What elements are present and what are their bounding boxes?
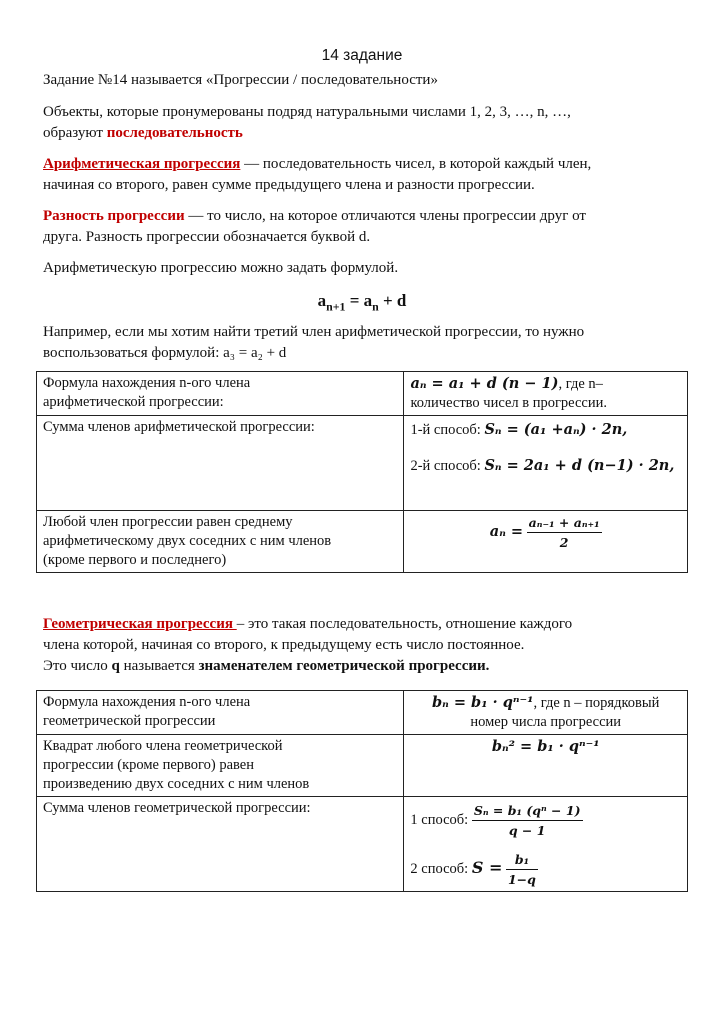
objects-line-2: образуют последовательность xyxy=(43,125,243,141)
table-row: Формула нахождения n-ого члена геометрической прогрессии bₙ = b₁ · qⁿ⁻¹, где n – порядковый номер числа прогрессии xyxy=(37,691,688,735)
table-row: Сумма членов арифметической прогрессии: 1-й способ: Sₙ = (a₁ +aₙ) · 2n, 2-й способ: Sₙ = 2a₁ + d (n−1) · 2n, xyxy=(37,416,688,511)
term-difference: Разность прогрессии xyxy=(43,208,185,224)
geom-nth-term-formula: bₙ = b₁ · qⁿ⁻¹ xyxy=(432,694,534,711)
arith-table xyxy=(36,371,688,573)
geom-square-formula: bₙ² = b₁ · qⁿ⁻¹ xyxy=(491,738,600,755)
sum-formula-2: Sₙ = 2a₁ + d (n−1) · 2n, xyxy=(484,457,675,474)
mean-formula-lhs: aₙ = xyxy=(489,522,524,540)
formula-intro: Арифметическую прогрессию можно задать формулой. xyxy=(43,260,399,276)
nth-term-formula: aₙ = a₁ + d (n − 1) xyxy=(410,375,559,392)
objects-line-1: Объекты, которые пронумерованы подряд натуральными числами 1, 2, 3, …, n, …, xyxy=(43,104,571,120)
table-row: Любой член прогрессии равен среднему арифметическому двух соседних с ним членов (кроме первого и последнего) aₙ = $\frac{\text{aₙ₋₁ + aₙ₊₁}}{2}$ xyxy=(37,511,688,573)
table-row: Квадрат любого члена геометрической прогрессии (кроме первого) равен произведению двух соседних с ним членов bₙ² = b₁ · qⁿ⁻¹ xyxy=(37,735,688,797)
table-row: Формула нахождения n-ого члена арифметической прогрессии: aₙ = a₁ + d (n − 1), где n– количество чисел в прогрессии. xyxy=(37,372,688,416)
page-title: 14 задание xyxy=(321,47,403,64)
geom-sum-formula-2: $\frac{\text{b₁}}{1-q}$ xyxy=(507,852,536,887)
geom-sum-formula-1: $\frac{\text{Sₙ = b₁ (qⁿ − 1)}}{q - 1}$ xyxy=(473,803,581,838)
term-arithmetic-progression: Арифметическая прогрессия xyxy=(43,156,241,172)
main-formula: $a_{n+1} = a_n + d$ xyxy=(317,291,407,314)
difference-definition: Разность прогрессии — то число, на которое отличаются члены прогрессии друг от друга. Разность прогрессии обозначается буквой d. xyxy=(43,208,586,245)
geom-table xyxy=(36,690,688,892)
term-sequence: последовательность xyxy=(106,125,243,141)
mean-formula-fraction: $\frac{\text{aₙ₋₁ + aₙ₊₁}}{2}$ xyxy=(528,515,600,550)
objects-paragraph xyxy=(43,102,683,144)
term-ratio: знаменателем геометрической прогрессии. xyxy=(198,658,490,674)
example-paragraph: Например, если мы хотим найти третий член арифметической прогрессии, то нужно воспользоваться формулой: a₃ = a₂ + d xyxy=(43,324,585,361)
sum-formula-1: Sₙ = (a₁ +aₙ) · 2n, xyxy=(484,421,628,438)
geom-definition: Геометрическая прогрессия – это такая последовательность, отношение каждого члена которой, начиная со второго, к предыдущему есть число постоянное. Это число q называется знаменателем геометрической прогрессии. xyxy=(43,616,573,674)
arith-definition: Арифметическая прогрессия — последовательность чисел, в которой каждый член, начиная со второго, равен сумме предыдущего члена и разности прогрессии. xyxy=(43,156,592,193)
term-geometric-progression: Геометрическая прогрессия xyxy=(43,616,237,632)
intro-line: Задание №14 называется «Прогрессии / последовательности» xyxy=(43,72,438,88)
table-row: Сумма членов геометрической прогрессии: 1 способ: $\frac{\text{Sₙ = b₁ (qⁿ − 1)}}{q - 1}$ 2 способ: S = $\frac{\text{b₁}}{1-q}$ xyxy=(37,797,688,892)
